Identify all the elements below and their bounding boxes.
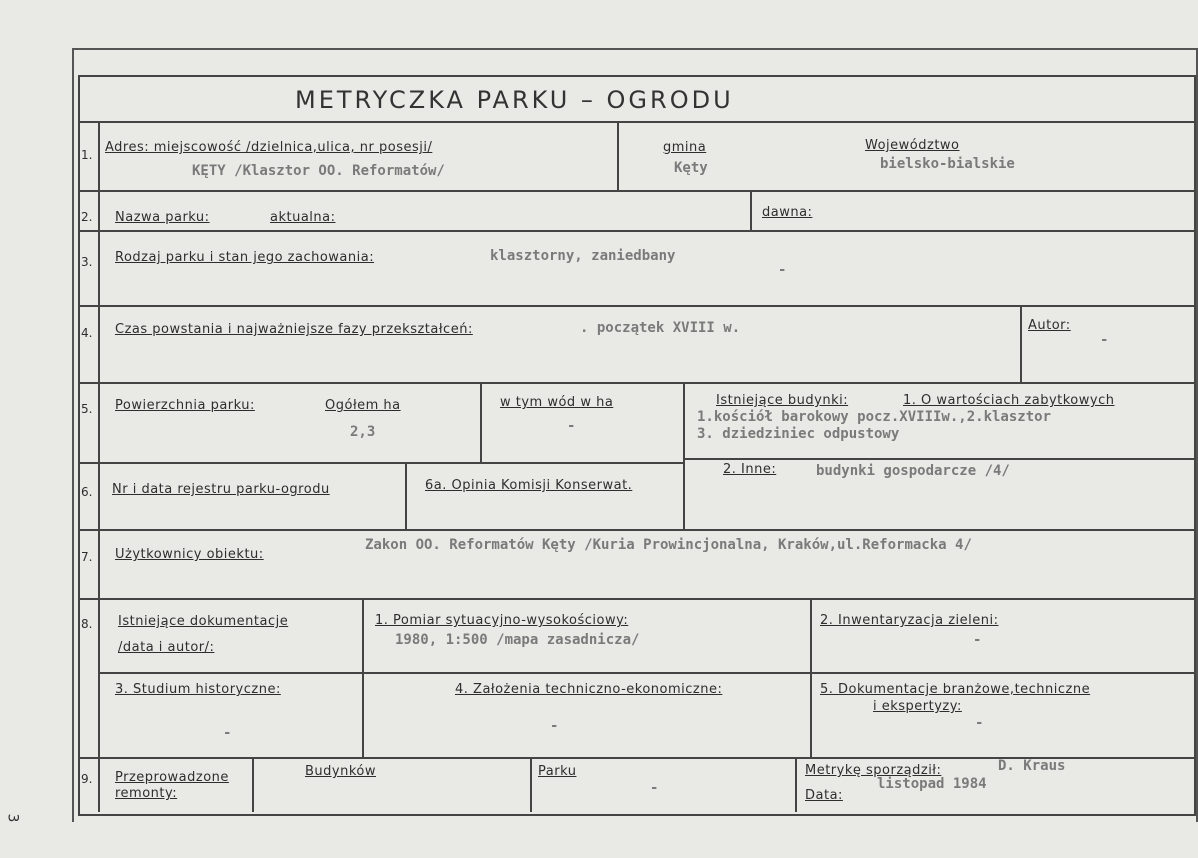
prepared-by-label: Metrykę sporządził: <box>805 763 942 778</box>
row-number: 2. <box>81 210 93 224</box>
form-title: METRYCZKA PARKU – OGRODU <box>295 86 734 114</box>
water-area-value: - <box>567 418 576 434</box>
divider <box>78 230 1194 232</box>
divider <box>683 382 685 529</box>
wojewodztwo-label: Województwo <box>865 138 960 153</box>
prepared-by-value: D. Kraus <box>998 758 1066 774</box>
row-number: 1. <box>81 148 93 162</box>
historic-buildings-line1: 1.kościół barokowy pocz.XVIIIw.,2.klasztor <box>697 409 1052 425</box>
row-number: 7. <box>81 550 93 564</box>
address-label: Adres: miejscowość /dzielnica,ulica, nr posesji/ <box>105 140 433 155</box>
documentation-label: Istniejące dokumentacje <box>118 614 289 629</box>
row-number: 4. <box>81 326 93 340</box>
divider <box>530 757 532 812</box>
gmina-label: gmina <box>663 140 707 155</box>
row-number: 9. <box>81 772 93 786</box>
greenery-inventory-label: 2. Inwentaryzacja zieleni: <box>820 613 999 628</box>
divider <box>683 458 1194 460</box>
park-renovation-value: - <box>650 780 659 796</box>
other-buildings-label: 2. Inne: <box>723 462 777 477</box>
address-value: KĘTY /Klasztor OO. Reformatów/ <box>192 163 445 179</box>
former-name-label: dawna: <box>762 205 813 220</box>
page-mark: 3 <box>4 813 21 823</box>
row-number: 8. <box>81 617 93 631</box>
row-number: 3. <box>81 255 93 269</box>
date-value: listopad 1984 <box>877 776 987 792</box>
technical-assumptions-value: - <box>550 718 559 734</box>
greenery-inventory-value: - <box>973 632 982 648</box>
current-name-label: aktualna: <box>270 210 336 225</box>
historic-buildings-line2: 3. dziedziniec odpustowy <box>697 426 900 442</box>
author-label: Autor: <box>1028 318 1071 333</box>
divider <box>252 757 254 812</box>
row-number: 6. <box>81 485 93 499</box>
buildings-renovation-label: Budynków <box>305 764 376 779</box>
branch-docs-label: 5. Dokumentacje branżowe,techniczne <box>820 682 1091 697</box>
renovations-label: Przeprowadzone <box>115 770 229 785</box>
total-area-label: Ogółem ha <box>325 398 401 413</box>
divider <box>750 190 752 230</box>
divider <box>362 598 364 757</box>
users-label: Użytkownicy obiektu: <box>115 547 264 562</box>
park-name-label: Nazwa parku: <box>115 210 210 225</box>
divider <box>810 598 812 757</box>
conservation-opinion-label: 6a. Opinia Komisji Konserwat. <box>425 478 633 493</box>
divider <box>78 121 1194 123</box>
area-label: Powierzchnia parku: <box>115 398 255 413</box>
divider <box>78 598 1194 600</box>
divider <box>78 190 1194 192</box>
creation-time-label: Czas powstania i najważniejsze fazy przekształceń: <box>115 322 473 337</box>
technical-assumptions-label: 4. Założenia techniczno-ekonomiczne: <box>455 682 723 697</box>
register-label: Nr i data rejestru parku-ogrodu <box>112 482 330 497</box>
gmina-value: Kęty <box>674 160 708 176</box>
divider <box>78 305 1194 307</box>
users-value: Zakon OO. Reformatów Kęty /Kuria Prowincjonalna, Kraków,ul.Reformacka 4/ <box>365 537 972 553</box>
divider <box>1020 305 1022 382</box>
existing-buildings-label: Istniejące budynki: <box>716 393 849 408</box>
divider <box>795 757 797 812</box>
branch-docs-value: - <box>975 715 984 731</box>
form-table <box>78 75 1196 816</box>
survey-value: 1980, 1:500 /mapa zasadnicza/ <box>395 632 640 648</box>
branch-docs-sublabel: i ekspertyzy: <box>873 699 962 714</box>
water-area-label: w tym wód w ha <box>500 395 614 410</box>
total-area-value: 2,3 <box>350 424 376 440</box>
survey-label: 1. Pomiar sytuacyjno-wysokościowy: <box>375 613 629 628</box>
other-buildings-value: budynki gospodarcze /4/ <box>816 463 1010 479</box>
dash-mark: - <box>778 262 787 278</box>
divider <box>98 672 1194 674</box>
historical-study-value: - <box>223 725 232 741</box>
divider <box>617 121 619 190</box>
row-number: 5. <box>81 402 93 416</box>
divider <box>405 462 407 529</box>
divider <box>480 382 482 462</box>
date-label: Data: <box>805 788 843 803</box>
number-column-divider <box>98 121 100 812</box>
divider <box>78 529 1194 531</box>
wojewodztwo-value: bielsko-bialskie <box>880 156 1015 172</box>
creation-time-value: . początek XVIII w. <box>580 320 741 336</box>
historical-study-label: 3. Studium historyczne: <box>115 682 281 697</box>
park-renovation-label: Parku <box>538 764 577 779</box>
divider <box>78 382 1194 384</box>
author-value: - <box>1100 332 1109 348</box>
park-type-value: klasztorny, zaniedbany <box>490 248 676 264</box>
divider <box>78 462 683 464</box>
park-type-label: Rodzaj parku i stan jego zachowania: <box>115 250 375 265</box>
historic-buildings-label: 1. O wartościach zabytkowych <box>903 393 1115 408</box>
renovations-sublabel: remonty: <box>115 786 178 801</box>
documentation-sublabel: /data i autor/: <box>118 640 215 655</box>
